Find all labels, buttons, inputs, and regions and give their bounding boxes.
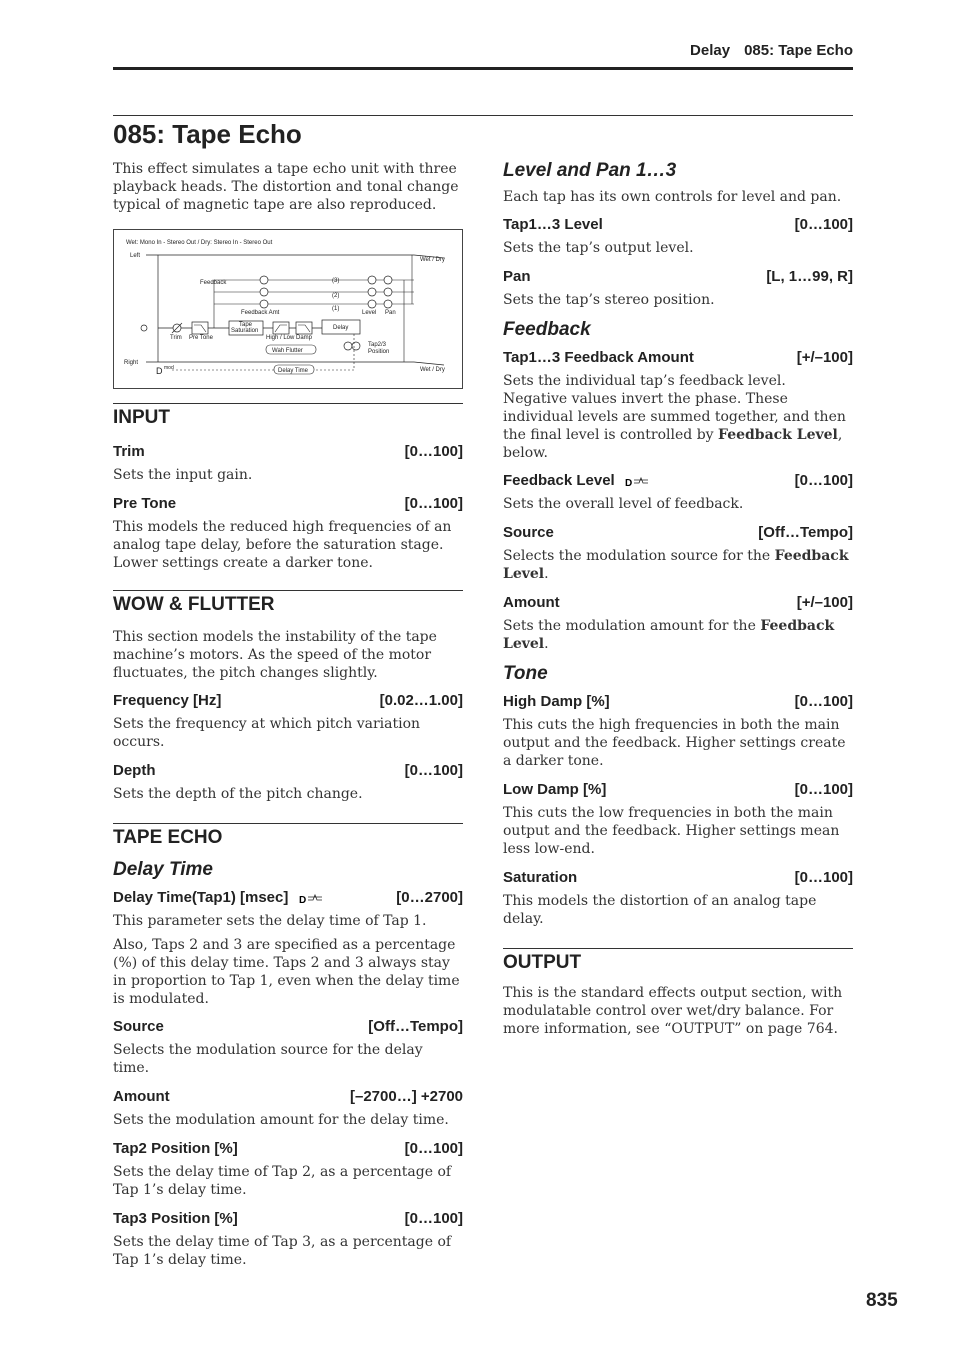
svg-text:D: D: [624, 478, 633, 488]
param-name: Depth: [113, 762, 156, 779]
header-section: Delay: [690, 42, 731, 59]
param-range: [0…2700]: [396, 889, 463, 906]
param-trim: [113, 443, 463, 460]
param-name: Tap2 Position [%]: [113, 1140, 238, 1157]
header-title: 085: Tape Echo: [744, 42, 853, 59]
block-diagram: [113, 229, 463, 389]
param-tap3: [113, 1210, 463, 1227]
diagram-top-label: Wet: Mono In - Stereo Out / Dry: Stereo In - Stereo Out: [126, 240, 273, 246]
param-saturation: [503, 869, 853, 886]
param-name: Amount: [503, 594, 560, 611]
param-source: [113, 1018, 463, 1035]
param-name: Saturation: [503, 869, 578, 886]
param-desc: This models the distortion of an analog tape delay.: [503, 893, 817, 927]
param-name: Amount: [113, 1088, 170, 1105]
param-desc: Sets the depth of the pitch change.: [113, 786, 363, 802]
diagram-level: Level: [362, 310, 377, 316]
param-name: Tap3 Position [%]: [113, 1210, 238, 1227]
param-desc: Sets the overall level of feedback.: [503, 496, 744, 512]
param-desc: This cuts the low frequencies in both the main output and the feedback. Higher settings mean less low-end.: [503, 805, 840, 857]
diagram-mod: mod: [164, 365, 174, 371]
param-range: [Off…Tempo]: [758, 524, 853, 541]
param-depth: [113, 762, 463, 779]
delay-time-subheading: Delay Time: [113, 859, 213, 880]
header-rule: [113, 67, 853, 70]
tone-subheading: Tone: [503, 663, 548, 684]
diagram-saturation: Saturation: [231, 328, 259, 334]
param-name: Tap1…3 Feedback Amount: [503, 349, 694, 366]
param-name: Source: [503, 524, 554, 541]
param-name: Low Damp [%]: [503, 781, 607, 798]
diagram-position: Position: [368, 349, 390, 355]
diagram-trim: Trim: [170, 335, 182, 341]
param-amount: [113, 1088, 463, 1105]
diagram-dmod: D: [156, 366, 163, 376]
wow-heading: WOW & FLUTTER: [113, 590, 463, 616]
param-desc: Sets the modulation amount for the Feedback Level.: [503, 618, 835, 652]
param-name: Frequency [Hz]: [113, 692, 222, 709]
param-desc: Selects the modulation source for the Feedback Level.: [503, 548, 849, 582]
param-pan: [503, 268, 853, 285]
diagram-tap23: Tap2/3: [368, 342, 387, 348]
diagram-left-label: Left: [130, 253, 141, 259]
param-desc-2: Also, Taps 2 and 3 are specified as a percentage (%) of this delay time. Taps 2 and 3 always stay in proportion to Tap 1, even when the delay time is modulated.: [113, 937, 460, 1007]
diagram-delay: Delay: [333, 325, 349, 331]
right-column: [503, 160, 853, 1038]
param-desc: Sets the delay time of Tap 2, as a percentage of Tap 1’s delay time.: [113, 1164, 452, 1198]
diagram-feedback-amt: Feedback Amt: [241, 310, 280, 316]
param-range: [Off…Tempo]: [368, 1018, 463, 1035]
param-feedback-source: [503, 524, 853, 541]
intro-text: This effect simulates a tape echo unit with three playback heads. The distortion and tonal change typical of magnetic tape are also reproduced.: [113, 161, 459, 213]
output-desc: This is the standard effects output section, with modulatable control over wet/dry balance. For more information, see “OUTPUT” on page 764.: [503, 985, 843, 1037]
param-range: [0.02…1.00]: [379, 692, 463, 709]
diagram-wah-flutter: Wah Flutter: [272, 348, 303, 354]
param-feedback-level: [503, 472, 853, 489]
param-desc: Sets the tap’s stereo position.: [503, 292, 715, 308]
param-feedback-amount: [503, 349, 853, 366]
diagram-pretone: Pre Tone: [189, 335, 213, 341]
wow-intro: This section models the instability of the tape machine’s motors. As the speed of the motor fluctuates, the pitch changes slightly.: [113, 629, 437, 681]
param-tap-level: [503, 216, 853, 233]
diagram-wetdry-top: Wet / Dry: [420, 257, 445, 263]
param-desc: Sets the modulation amount for the delay time.: [113, 1112, 449, 1128]
param-desc: This parameter sets the delay time of Tap 1.: [113, 913, 427, 929]
level-pan-subheading: Level and Pan 1…3: [503, 160, 677, 181]
param-desc: Sets the individual tap’s feedback level. Negative values invert the phase. These individual levels are summed together, and then the final level is controlled by Feedback Level, below.: [503, 373, 846, 461]
param-range: [0…100]: [794, 693, 853, 710]
diagram-delay-time: Delay Time: [278, 368, 309, 374]
param-desc: This models the reduced high frequencies of an analog tape delay, before the saturation stage. Lower settings create a darker tone.: [113, 519, 452, 571]
diagram-tap1: (1): [332, 306, 340, 312]
param-delay-time: [113, 889, 463, 906]
diagram-tap2: (2): [332, 293, 340, 299]
block-diagram-svg: [114, 230, 462, 388]
tape-echo-heading: TAPE ECHO: [113, 823, 463, 849]
param-name: Feedback Level: [503, 472, 615, 489]
param-name: Source: [113, 1018, 164, 1035]
output-heading: OUTPUT: [503, 948, 853, 974]
param-pre-tone: [113, 495, 463, 512]
input-heading: INPUT: [113, 403, 463, 429]
diagram-damp: High / Low Damp: [266, 335, 313, 341]
param-range: [–2700…] +2700: [350, 1088, 463, 1105]
param-range: [0…100]: [794, 869, 853, 886]
feedback-subheading: Feedback: [503, 319, 591, 340]
param-name: Pre Tone: [113, 495, 177, 512]
param-name: Tap1…3 Level: [503, 216, 603, 233]
param-desc: Sets the frequency at which pitch variation occurs.: [113, 716, 421, 750]
param-range: [0…100]: [794, 781, 853, 798]
page-number: 835: [866, 1290, 898, 1311]
param-range: [0…100]: [794, 472, 853, 489]
param-high-damp: [503, 693, 853, 710]
param-desc: Selects the modulation source for the delay time.: [113, 1042, 423, 1076]
diagram-feedback: Feedback: [200, 280, 227, 286]
param-name: High Damp [%]: [503, 693, 610, 710]
param-name: Delay Time(Tap1) [msec]: [113, 889, 289, 906]
diagram-right-label: Right: [124, 360, 139, 366]
page-title: 085: Tape Echo: [113, 119, 302, 149]
diagram-wetdry-bottom: Wet / Dry: [420, 367, 445, 373]
diagram-pan: Pan: [385, 310, 396, 316]
param-desc: Sets the input gain.: [113, 467, 253, 483]
param-range: [0…100]: [404, 495, 463, 512]
param-range: [L, 1…99, R]: [766, 268, 853, 285]
param-range: [+/–100]: [796, 594, 853, 611]
param-tap2: [113, 1140, 463, 1157]
param-feedback-mod-amount: [503, 594, 853, 611]
svg-text:D: D: [298, 895, 306, 905]
param-range: [0…100]: [404, 1140, 463, 1157]
param-range: [+/–100]: [796, 349, 853, 366]
param-range: [0…100]: [794, 216, 853, 233]
running-header: [113, 42, 853, 64]
param-range: [0…100]: [404, 762, 463, 779]
param-desc: Sets the tap’s output level.: [503, 240, 694, 256]
param-desc: This cuts the high frequencies in both the main output and the feedback. Higher settings create a darker tone.: [503, 717, 846, 769]
param-name: Pan: [503, 268, 531, 285]
param-desc: Sets the delay time of Tap 3, as a percentage of Tap 1’s delay time.: [113, 1234, 452, 1268]
modulation-icon: [625, 475, 649, 487]
param-range: [0…100]: [404, 443, 463, 460]
param-range: [0…100]: [404, 1210, 463, 1227]
param-name: Trim: [113, 443, 145, 460]
modulation-icon: [299, 892, 323, 904]
param-frequency: [113, 692, 463, 709]
level-pan-intro: Each tap has its own controls for level and pan.: [503, 189, 842, 205]
diagram-tape: Tape: [239, 322, 253, 328]
left-column: [113, 160, 463, 1269]
param-low-damp: [503, 781, 853, 798]
diagram-tap3: (3): [332, 278, 340, 284]
title-rule: [113, 115, 853, 116]
